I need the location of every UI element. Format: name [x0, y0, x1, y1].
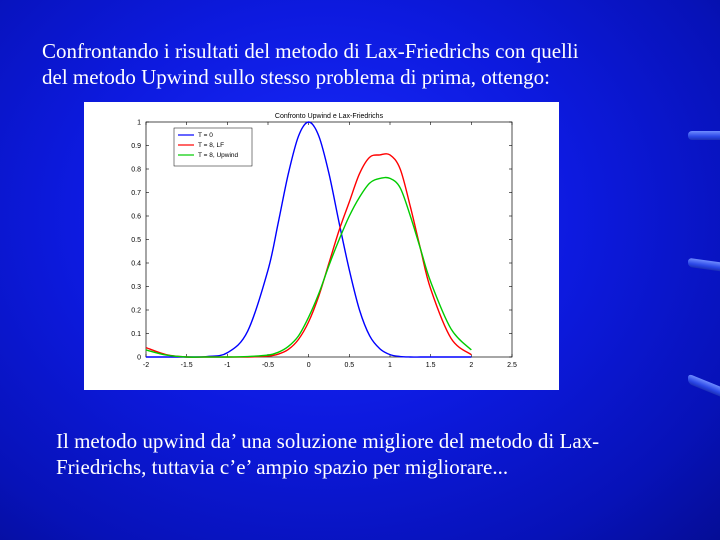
chart-panel	[84, 102, 559, 390]
chart	[84, 102, 559, 390]
x-tick-label: 1.5	[425, 362, 436, 369]
decorative-bar-1	[688, 131, 720, 140]
y-tick-label: 0.8	[131, 166, 141, 174]
decorative-bar-3	[688, 374, 720, 397]
y-tick-label: 0.5	[131, 237, 141, 244]
slide-title	[42, 38, 692, 90]
x-tick-label: 2	[469, 362, 474, 369]
y-tick-label: 0.9	[131, 143, 141, 150]
conclusion-line-2: Friedrichs, tuttavia c’e’ ampio spazio per migliorare...	[56, 455, 509, 479]
y-tick-label: 0	[137, 354, 141, 362]
legend-label-2: T = 8, LF	[198, 142, 225, 149]
x-tick-label: 0.5	[344, 362, 355, 369]
y-tick-label: 0.4	[131, 260, 141, 268]
series-line-3	[146, 177, 471, 357]
x-tick-label: -2	[142, 362, 150, 369]
conclusion-line-1: Il metodo upwind da’ una soluzione migliore del metodo di Lax-	[56, 429, 600, 453]
x-tick-label: 2.5	[507, 362, 517, 369]
x-tick-label: 0	[306, 362, 311, 369]
x-tick-label: -1.5	[180, 362, 193, 369]
x-tick-label: -0.5	[261, 362, 275, 369]
conclusion-text	[56, 428, 696, 480]
chart-title: Confronto Upwind e Lax-Friedrichs	[274, 113, 384, 120]
decorative-bar-2	[688, 258, 720, 271]
y-tick-label: 0.3	[131, 284, 141, 291]
x-tick-label: -1	[224, 362, 231, 369]
y-tick-label: 0.6	[131, 213, 141, 221]
y-tick-label: 0.1	[131, 331, 141, 338]
slide-title-line-1: Confrontando i risultati del metodo di Lax-Friedrichs con quelli	[42, 39, 579, 63]
y-tick-label: 0.7	[131, 190, 141, 197]
legend-label-1: T = 0	[198, 132, 213, 139]
y-tick-label: 1	[137, 119, 141, 127]
x-tick-label: 1	[388, 362, 392, 369]
legend-label-3: T = 8, Upwind	[198, 152, 239, 159]
slide-title-line-2: del metodo Upwind sullo stesso problema di prima, ottengo:	[42, 65, 551, 89]
y-tick-label: 0.2	[131, 307, 141, 315]
